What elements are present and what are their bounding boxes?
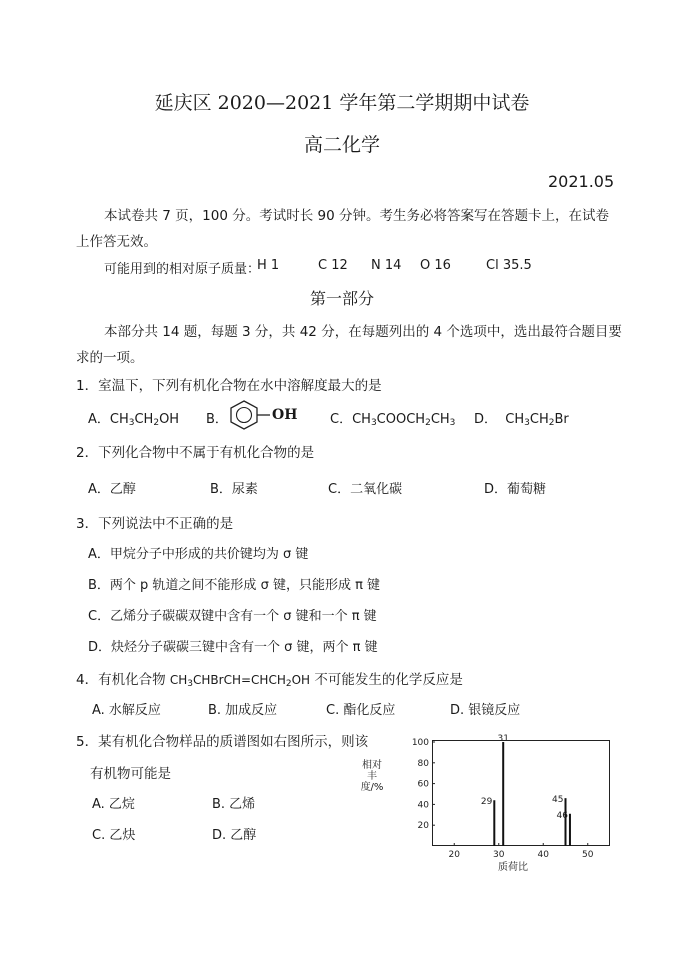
q4-option-c: C. 酯化反应 bbox=[326, 703, 396, 718]
q4-stem-suffix: 不可能发生的化学反应是 bbox=[310, 672, 463, 688]
q1-option-b-oh: OH bbox=[272, 407, 298, 423]
q4-option-b: B. 加成反应 bbox=[208, 703, 278, 718]
peak-label: 46 bbox=[556, 810, 568, 821]
q3-option-a: A．甲烷分子中形成的共价键均为 σ 键 bbox=[88, 547, 309, 562]
atomic-mass-cl: Cl 35.5 bbox=[486, 258, 532, 273]
y-tick-label: 40 bbox=[417, 800, 429, 811]
q1-option-b-label: B． bbox=[206, 412, 228, 427]
q5-stem-line-1: 5．某有机化合物样品的质谱图如右图所示，则该 bbox=[76, 734, 369, 750]
atomic-mass-label: 可能用到的相对原子质量： bbox=[104, 262, 261, 277]
peak-label: 31 bbox=[497, 734, 509, 744]
q1-option-c: C．$CH_3COOCH_2CH_3$ bbox=[330, 412, 456, 428]
q3-option-b: B．两个 p 轨道之间不能形成 σ 键，只能形成 π 键 bbox=[88, 578, 381, 593]
q2-option-c: C．二氧化碳 bbox=[328, 482, 403, 497]
q5-option-b: B. 乙烯 bbox=[212, 797, 256, 812]
chart-xlabel: 质荷比 bbox=[498, 862, 528, 873]
y-tick-label: 100 bbox=[411, 738, 429, 748]
q5-option-a: A. 乙烷 bbox=[92, 797, 135, 812]
chart-ylabel: 相对丰度/% bbox=[360, 760, 384, 793]
atomic-mass-o: O 16 bbox=[420, 258, 451, 273]
q4-stem-prefix: 4．有机化合物 bbox=[76, 672, 170, 688]
q3-option-d: D．炔烃分子碳碳三键中含有一个 σ 键，两个 π 键 bbox=[88, 640, 378, 655]
x-tick-label: 30 bbox=[493, 850, 505, 860]
exam-title: 延庆区 2020—2021 学年第二学期期中试卷 bbox=[154, 92, 530, 114]
exam-subject: 高二化学 bbox=[303, 134, 380, 156]
part1-desc-line-2: 求的一项。 bbox=[76, 350, 144, 366]
peak-label: 45 bbox=[552, 795, 564, 806]
q4-stem bbox=[76, 668, 463, 689]
q4-option-d: D. 银镜反应 bbox=[450, 703, 521, 718]
q1-stem: 1．室温下，下列有机化合物在水中溶解度最大的是 bbox=[76, 378, 382, 394]
y-tick-label: 20 bbox=[417, 821, 429, 832]
q5-option-c: C. 乙炔 bbox=[92, 828, 136, 843]
q2-stem: 2．下列化合物中不属于有机化合物的是 bbox=[76, 445, 315, 461]
atomic-mass-h: H 1 bbox=[257, 258, 280, 273]
q4-formula: $CH_3CHBrCH=CHCH_2OH$ bbox=[169, 673, 311, 689]
q1-option-d: D． $CH_3CH_2Br$ bbox=[474, 412, 569, 428]
atomic-mass-c: C 12 bbox=[318, 258, 348, 273]
peak-label: 29 bbox=[480, 797, 493, 808]
q2-option-a: A．乙醇 bbox=[88, 482, 136, 497]
q4-option-a: A. 水解反应 bbox=[92, 703, 161, 718]
q5-option-d: D. 乙醇 bbox=[212, 828, 257, 843]
intro-line-1: 本试卷共 7 页，100 分。考试时长 90 分钟。考生务必将答案写在答题卡上，在试卷 bbox=[104, 208, 609, 224]
x-tick-label: 40 bbox=[537, 850, 549, 860]
q2-option-b: B．尿素 bbox=[210, 482, 258, 497]
y-tick-label: 80 bbox=[417, 758, 429, 769]
y-tick-label: 60 bbox=[417, 779, 429, 790]
q2-option-d: D．葡萄糖 bbox=[484, 482, 547, 497]
atomic-mass-n: N 14 bbox=[371, 258, 402, 273]
exam-date: 2021.05 bbox=[548, 172, 615, 191]
intro-line-2: 上作答无效。 bbox=[76, 234, 157, 250]
q3-option-c: C．乙烯分子碳碳双键中含有一个 σ 键和一个 π 键 bbox=[88, 609, 377, 624]
x-tick-label: 50 bbox=[582, 850, 594, 860]
part1-desc-line-1: 本部分共 14 题，每题 3 分，共 42 分，在每题列出的 4 个选项中，选出最符合题目要 bbox=[104, 324, 622, 340]
x-tick-label: 20 bbox=[448, 850, 460, 860]
part1-heading: 第一部分 bbox=[309, 289, 374, 308]
q1-option-a: A．$CH_3CH_2OH$ bbox=[88, 412, 180, 428]
q5-stem-line-2: 有机物可能是 bbox=[90, 766, 171, 782]
q3-stem: 3．下列说法中不正确的是 bbox=[76, 516, 234, 532]
